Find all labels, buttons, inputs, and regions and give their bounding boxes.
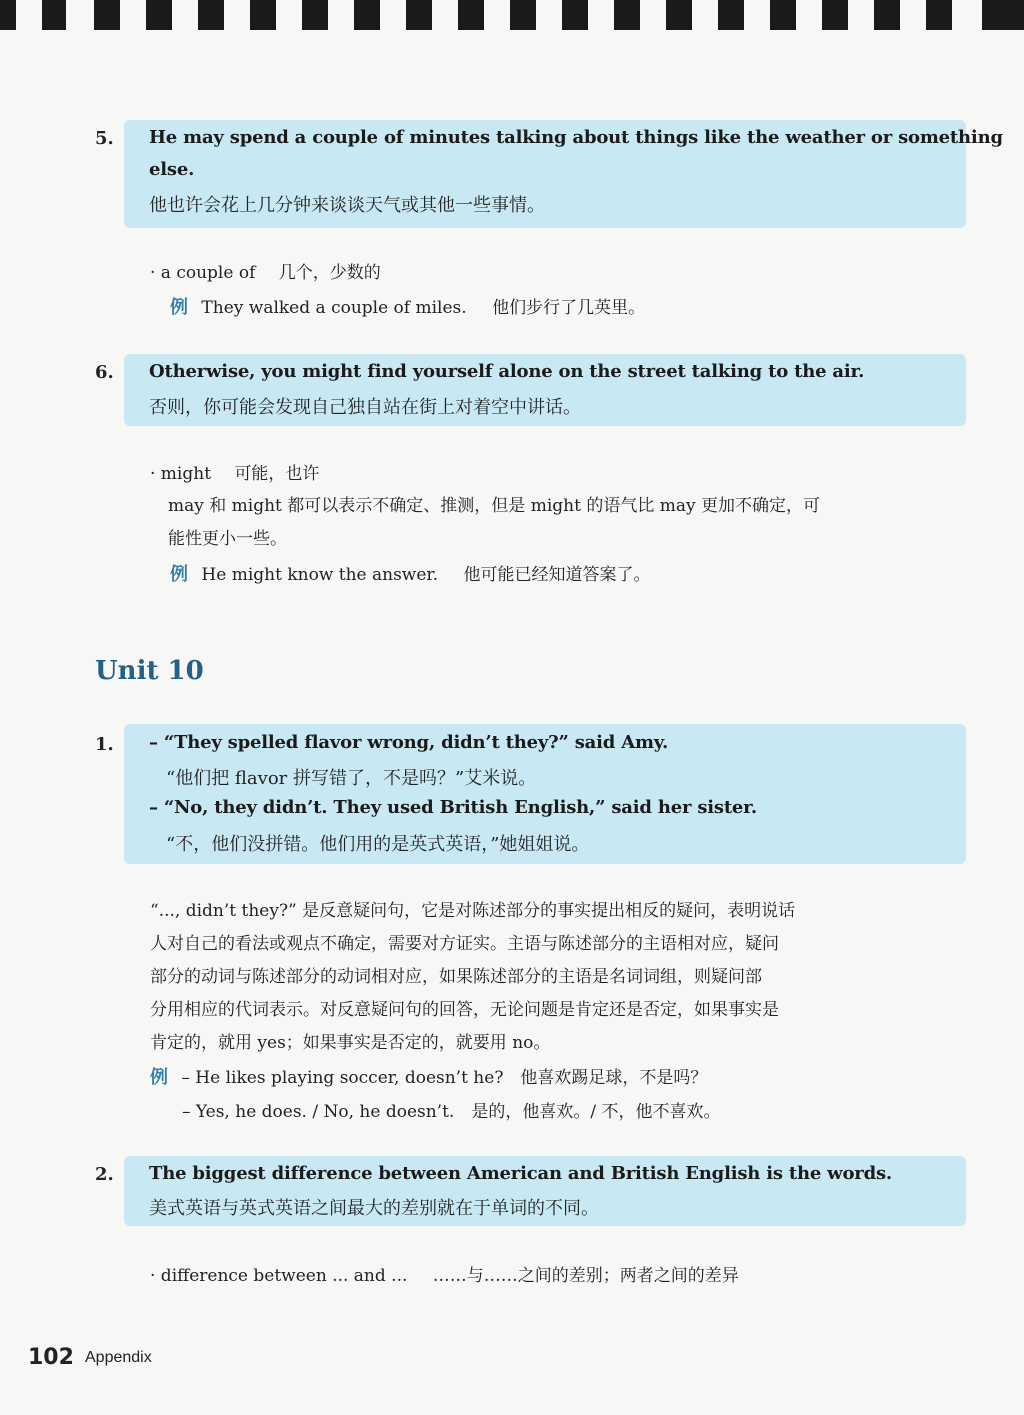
sentence-en: The biggest difference between American and British English is the words.: [149, 1163, 892, 1184]
sentence-en: else.: [149, 159, 195, 180]
page-number: 102: [28, 1345, 74, 1370]
example-mark: 例: [150, 1067, 168, 1088]
example-zh: 他可能已经知道答案了。: [463, 565, 651, 585]
vocab-term: · difference between ... and ...: [150, 1266, 408, 1286]
explanation-line: 部分的动词与陈述部分的动词相对应，如果陈述部分的主语是名词词组，则疑问部: [150, 967, 762, 987]
vocab-term: · a couple of: [150, 263, 256, 283]
vocab-line: [150, 1261, 739, 1286]
footer-label: Appendix: [85, 1349, 152, 1366]
sentence-zh: “他们把 flavor 拼写错了，不是吗？”艾米说。: [166, 768, 537, 789]
top-binding-strip: [0, 0, 1024, 32]
sentence-en: Otherwise, you might find yourself alone on the street talking to the air.: [149, 361, 865, 382]
example-line: [170, 560, 651, 586]
note-line: may 和 might 都可以表示不确定、推测，但是 might 的语气比 may 更加不确定，可: [168, 496, 820, 516]
vocab-meaning: 几个，少数的: [278, 263, 381, 283]
sentence-zh: 否则，你可能会发现自己独自站在街上对着空中讲话。: [149, 397, 581, 418]
note-line: 能性更小一些。: [168, 529, 287, 549]
explanation-line: “..., didn’t they?” 是反意疑问句，它是对陈述部分的事实提出相反的疑问，表明说话: [150, 901, 796, 921]
vocab-line: [150, 459, 319, 484]
example-line: [150, 1063, 707, 1089]
example-en: He might know the answer.: [201, 565, 439, 585]
vocab-meaning: ……与……之间的差别；两者之间的差异: [432, 1266, 739, 1286]
sentence-zh: “不，他们没拼错。他们用的是英式英语，”她姐姐说。: [166, 834, 590, 855]
example-mark: 例: [170, 564, 188, 585]
item-number: 2.: [95, 1164, 114, 1185]
example-zh: 他们步行了几英里。: [492, 298, 646, 318]
explanation-line: 分用相应的代词表示。对反意疑问句的回答，无论问题是肯定还是否定，如果事实是: [150, 1000, 779, 1020]
sentence-en: – “No, they didn’t. They used British English,” said her sister.: [149, 797, 757, 818]
example-en: They walked a couple of miles.: [201, 298, 467, 318]
explanation-line: 人对自己的看法或观点不确定，需要对方证实。主语与陈述部分的主语相对应，疑问: [150, 934, 779, 954]
sentence-box: [124, 120, 1003, 228]
sentence-en: He may spend a couple of minutes talking about things like the weather or something: [149, 127, 1003, 148]
example-line: – Yes, he does. / No, he doesn’t. 是的，他喜欢。/ 不，他不喜欢。: [182, 1102, 721, 1122]
item-number: 5.: [95, 128, 114, 149]
unit-heading: Unit 10: [95, 656, 204, 686]
sentence-box: [124, 354, 966, 426]
sentence-en: – “They spelled flavor wrong, didn’t they?” said Amy.: [149, 732, 669, 753]
vocab-line: [150, 258, 381, 283]
sentence-box: [124, 724, 966, 864]
sentence-zh: 美式英语与英式英语之间最大的差别就在于单词的不同。: [149, 1198, 599, 1219]
item-number: 6.: [95, 362, 114, 383]
explanation-line: 肯定的，就用 yes；如果事实是否定的，就要用 no。: [150, 1033, 551, 1053]
example-text: – He likes playing soccer, doesn’t he? 他喜欢踢足球，不是吗？: [181, 1068, 708, 1088]
example-mark: 例: [170, 297, 188, 318]
sentence-zh: 他也许会花上几分钟来谈谈天气或其他一些事情。: [149, 195, 545, 216]
vocab-meaning: 可能，也许: [234, 464, 320, 484]
example-line: [170, 293, 645, 319]
vocab-term: · might: [150, 464, 212, 484]
item-number: 1.: [95, 734, 114, 755]
sentence-box: [124, 1156, 966, 1226]
